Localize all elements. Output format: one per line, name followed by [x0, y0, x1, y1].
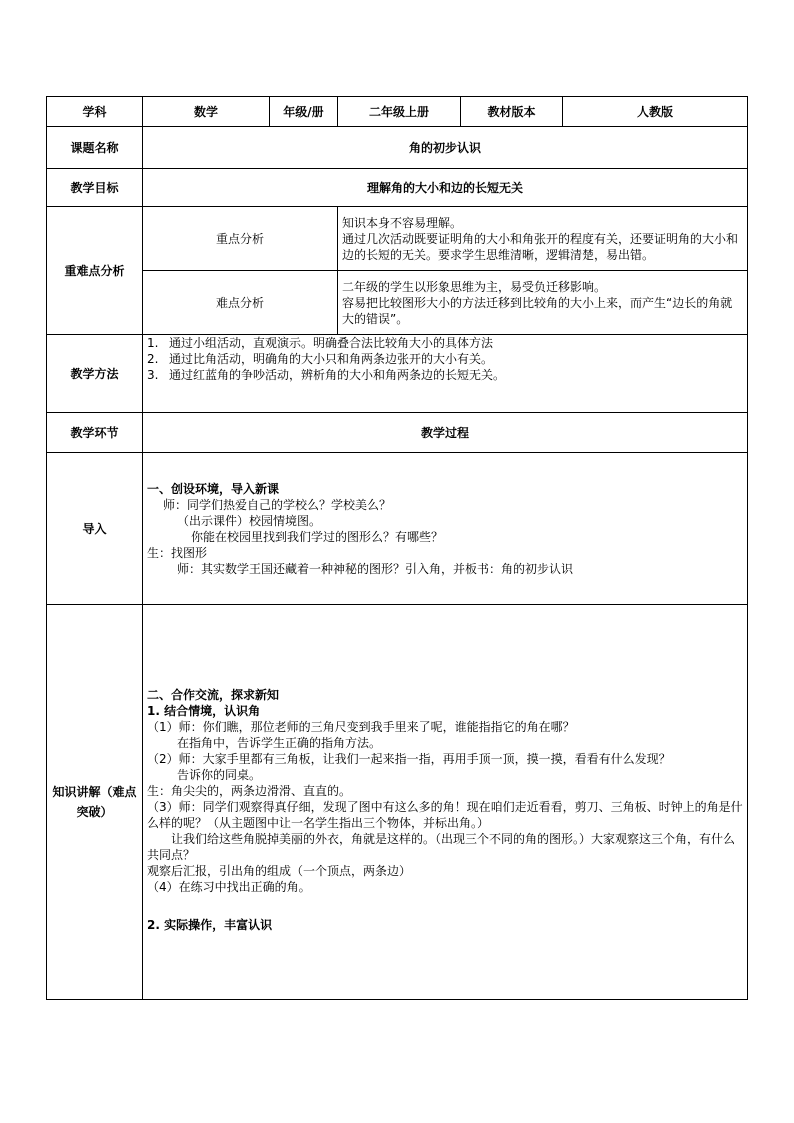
intro-line: 生：找图形: [147, 545, 208, 560]
method-item: 2. 通过比角活动，明确角的大小只和角两条边张开的大小有关。: [147, 352, 494, 366]
intro-label: 导入: [47, 453, 143, 605]
row-lesson: [47, 605, 748, 1000]
topic-label: 课题名称: [47, 127, 143, 169]
intro-line: 师：同学们热爱自己的学校么？学校美么？: [163, 497, 392, 512]
subject-label: 学科: [47, 97, 143, 127]
row-difficult-analysis: [47, 271, 748, 335]
blank-line: [147, 895, 743, 917]
methods-content: [143, 335, 748, 413]
lesson-line: 让我们给这些角脱掉美丽的外衣，角就是这样的。（出现三个不同的角的图形。）大家观察这三个角，有什么共同点？: [147, 832, 736, 862]
lesson-content: [143, 605, 748, 1000]
difficult-line: 容易把比较图形大小的方法迁移到比较角的大小上来，而产生“边长的角就: [342, 295, 733, 310]
analysis-label: 重难点分析: [47, 207, 143, 335]
edition-value: 人教版: [563, 97, 748, 127]
key-line: 边的长短的无关。要求学生思维清晰，逻辑清楚，易出错。: [342, 247, 655, 262]
key-line: 知识本身不容易理解。: [342, 215, 463, 230]
lesson-label: 知识讲解（难点突破）: [47, 605, 143, 1000]
row-goal: [47, 169, 748, 207]
lesson-line: 观察后汇报，引出角的组成（一个顶点，两条边）: [147, 864, 412, 878]
row-methods: [47, 335, 748, 413]
lesson-line: 在指角中，告诉学生正确的指角方法。: [177, 736, 382, 750]
key-analysis-content: [338, 207, 748, 271]
lesson-line: 告诉你的同桌。: [177, 768, 262, 782]
intro-heading: 一、创设环境，导入新课: [147, 481, 280, 496]
lesson-line: 生：角尖尖的，两条边滑滑、直直的。: [147, 784, 352, 798]
intro-line: （出示课件）校园情境图。: [177, 513, 322, 528]
key-line: 通过几次活动既要证明角的大小和角张开的程度有关，还要证明角的大小和: [342, 231, 739, 246]
difficult-line: 二年级的学生以形象思维为主，易受负迁移影响。: [342, 279, 607, 294]
difficult-line: 大的错误”。: [342, 311, 409, 326]
lesson-line: （4）在练习中找出正确的角。: [147, 880, 311, 894]
process-label: 教学过程: [143, 413, 748, 453]
edition-label: 教材版本: [461, 97, 563, 127]
row-key-analysis: [47, 207, 748, 271]
row-topic: [47, 127, 748, 169]
lesson-plan-table: [46, 96, 748, 1000]
difficult-analysis-content: [338, 271, 748, 335]
lesson-heading: 二、合作交流，探求新知: [147, 688, 280, 702]
row-basic-info: [47, 97, 748, 127]
lesson-line: （2）师：大家手里都有三角板，让我们一起来指一指，再用手顶一顶，摸一摸，看看有什么发现？: [147, 752, 671, 766]
difficult-analysis-label: 难点分析: [143, 271, 338, 335]
row-process-header: [47, 413, 748, 453]
lesson-line: （1）师：你们瞧，那位老师的三角尺变到我手里来了呢，谁能指指它的角在哪？: [147, 720, 575, 734]
key-analysis-label: 重点分析: [143, 207, 338, 271]
grade-value: 二年级上册: [338, 97, 461, 127]
method-item: 3. 通过红蓝角的争吵活动，辨析角的大小和角两条边的长短无关。: [147, 368, 506, 382]
intro-content: [143, 453, 748, 605]
goal-value: 理解角的大小和边的长短无关: [143, 169, 748, 207]
topic-value: 角的初步认识: [143, 127, 748, 169]
lesson-subheading: 1. 结合情境，认识角: [147, 704, 261, 718]
subject-value: 数学: [143, 97, 270, 127]
intro-line: 师：其实数学王国还藏着一种神秘的图形？引入角，并板书：角的初步认识: [177, 561, 574, 576]
intro-line: 你能在校园里找到我们学过的图形么？有哪些？: [191, 529, 444, 544]
lesson-subheading: 2. 实际操作，丰富认识: [147, 918, 273, 932]
method-item: 1. 通过小组活动，直观演示。明确叠合法比较角大小的具体方法: [147, 336, 494, 350]
methods-label: 教学方法: [47, 335, 143, 413]
process-stage-label: 教学环节: [47, 413, 143, 453]
goal-label: 教学目标: [47, 169, 143, 207]
row-intro: [47, 453, 748, 605]
grade-label: 年级/册: [270, 97, 338, 127]
lesson-line: （3）师：同学们观察得真仔细，发现了图中有这么多的角！现在咱们走近看看，剪刀、三角板、时钟上的角是什么样的呢？（从主题图中让一名学生指出三个物体，并标出角。）: [147, 800, 743, 830]
